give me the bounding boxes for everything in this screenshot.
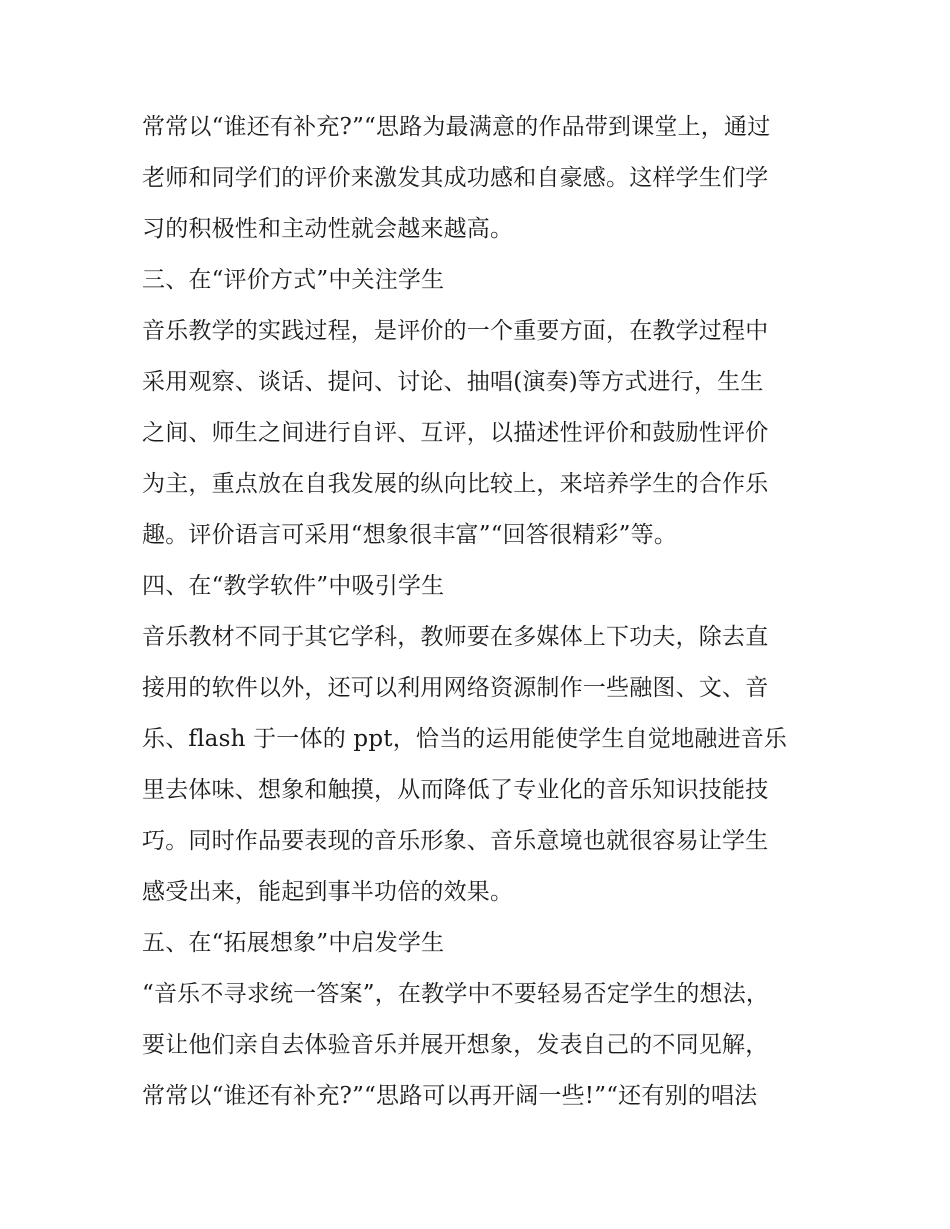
text-line: 常常以“谁还有补充?”“思路可以再开阔一些!”“还有别的唱法 [142,1083,758,1109]
text-line: 采用观察、谈话、提问、讨论、抽唱(演奏)等方式进行，生生 [142,369,764,395]
text-line: 习的积极性和主动性就会越来越高。 [142,216,514,242]
text-line: 要让他们亲自去体验音乐并展开想象，发表自己的不同见解， [142,1032,769,1058]
text-line: 接用的软件以外，还可以利用网络资源制作一些融图、文、音 [142,675,769,701]
text-line: 常常以“谁还有补充?”“思路为最满意的作品带到课堂上，通过 [142,114,771,140]
text-line: 之间、师生之间进行自评、互评，以描述性评价和鼓励性评价 [142,420,769,446]
text-line: 乐、flash 于一体的 ppt，恰当的运用能使学生自觉地融进音乐 [142,726,788,752]
text-line: 老师和同学们的评价来激发其成功感和自豪感。这样学生们学 [142,165,769,191]
text-line: 音乐教学的实践过程，是评价的一个重要方面，在教学过程中 [142,318,769,344]
text-line: 为主，重点放在自我发展的纵向比较上，来培养学生的合作乐 [142,471,769,497]
section-heading-3: 三、在“评价方式”中关注学生 [142,267,445,293]
text-line: 感受出来，能起到事半功倍的效果。 [142,879,514,905]
text-line: “音乐不寻求统一答案”，在教学中不要轻易否定学生的想法， [142,981,770,1007]
text-line: 趣。评价语言可采用“想象很丰富”“回答很精彩”等。 [142,522,678,548]
section-heading-5: 五、在“拓展想象”中启发学生 [142,930,445,956]
text-line: 里去体味、想象和触摸，从而降低了专业化的音乐知识技能技 [142,777,769,803]
text-line: 巧。同时作品要表现的音乐形象、音乐意境也就很容易让学生 [142,828,769,854]
section-heading-4: 四、在“教学软件”中吸引学生 [142,573,445,599]
text-line: 音乐教材不同于其它学科，教师要在多媒体上下功夫，除去直 [142,624,769,650]
